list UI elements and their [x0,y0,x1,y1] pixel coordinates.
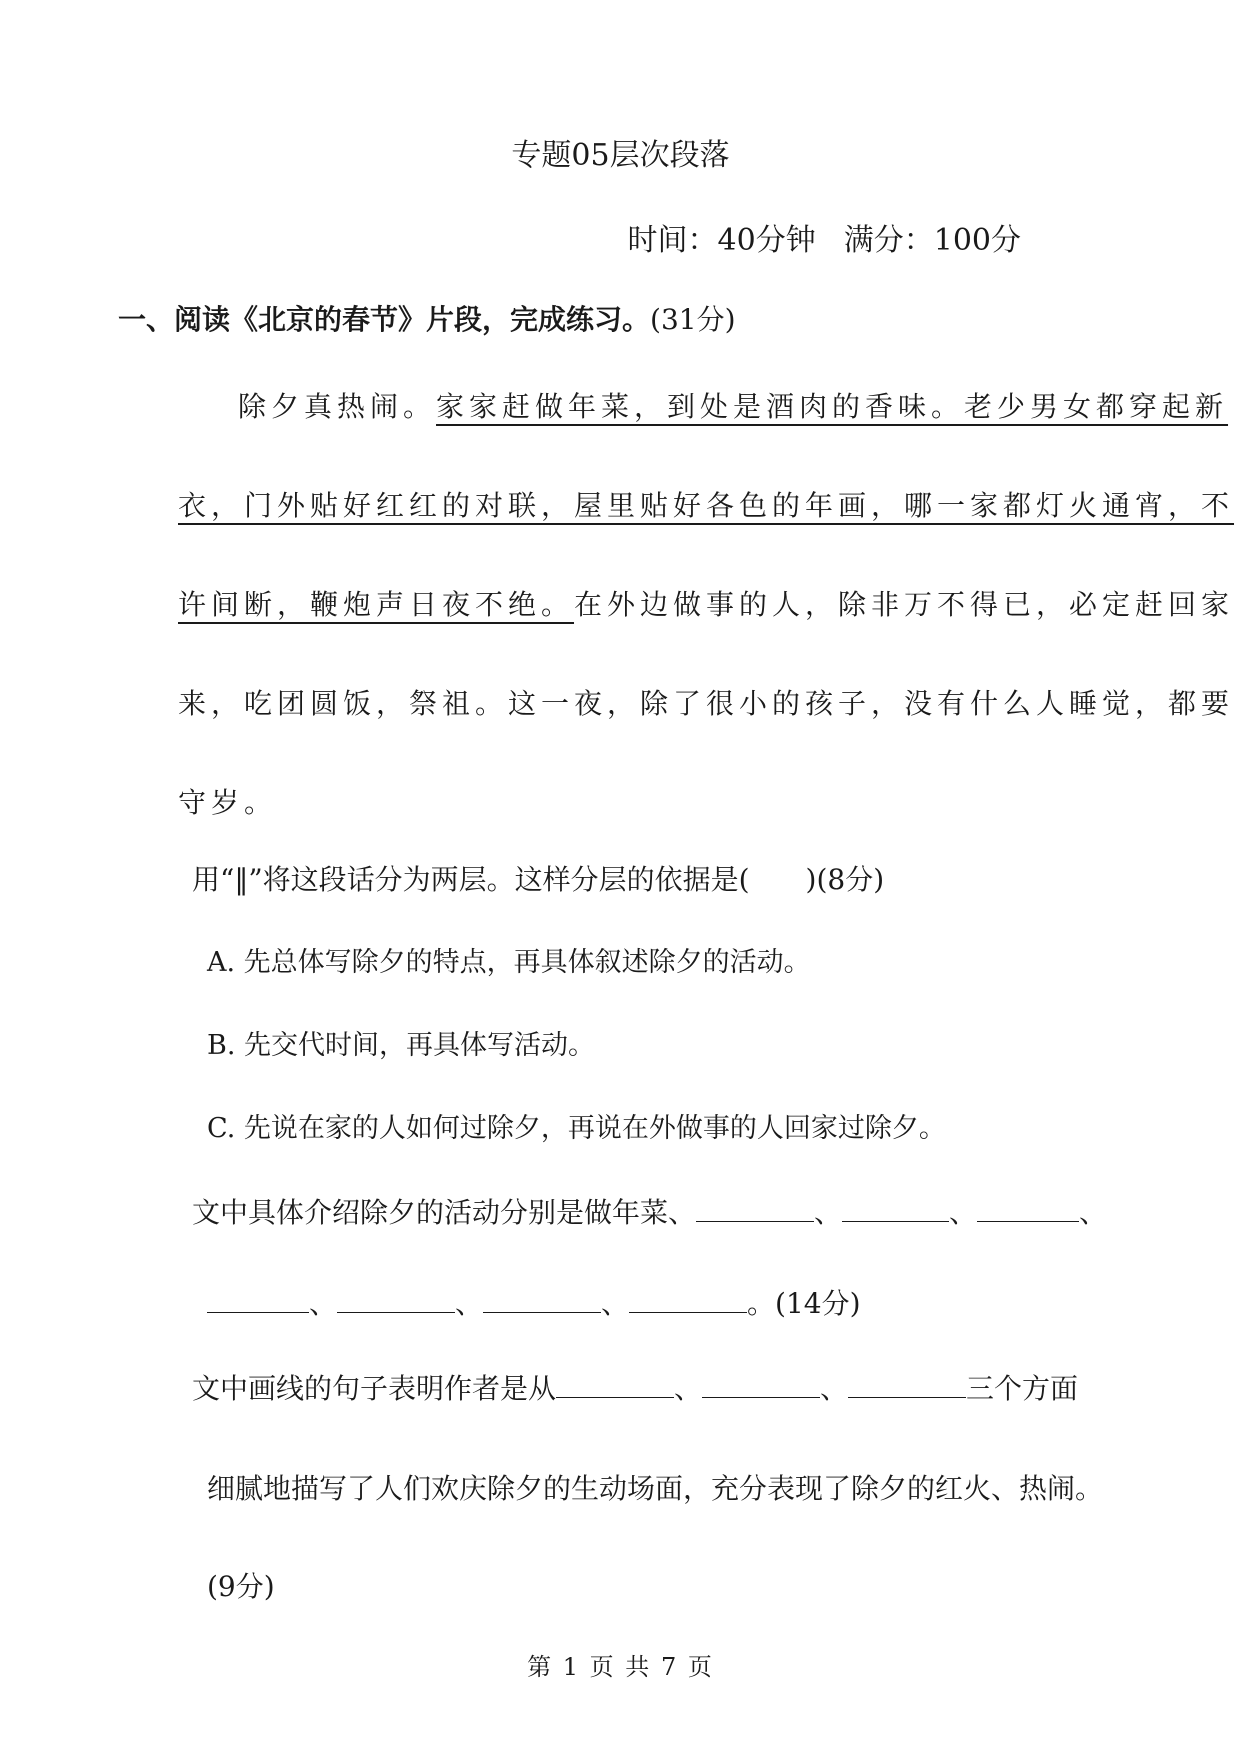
separator: 、 [820,1372,849,1405]
passage-text: 在外边做事的人，除非万不得已，必定赶回家 [574,588,1235,621]
option-c: C. 先说在家的人如何过除夕，再说在外做事的人回家过除夕。 [207,1113,946,1144]
separator: 、 [601,1287,630,1320]
underlined-sentence: 衣，门外贴好红红的对联，屋里贴好各色的年画，哪一家都灯火通宵，不 [178,489,1235,522]
exam-time: 时间：40分钟 [627,223,816,258]
answer-blank[interactable] [556,1373,674,1398]
separator: 、 [455,1287,484,1320]
question-3-suffix: 三个方面 [966,1372,1079,1405]
separator: 、 [309,1287,338,1320]
answer-blank[interactable] [848,1373,966,1398]
passage-line [178,682,1235,722]
answer-blank[interactable] [702,1373,820,1398]
exam-meta [628,215,1021,259]
question-2 [192,1191,1107,1231]
underlined-sentence: 许间断，鞭炮声日夜不绝。 [178,588,575,621]
answer-blank[interactable] [337,1288,455,1313]
section-score: (31分) [650,303,736,336]
option-a: A. 先总体写除夕的特点，再具体叙述除夕的活动。 [207,947,811,978]
separator: 、 [814,1196,843,1229]
passage-text: 守岁。 [178,786,278,819]
option-b: B. 先交代时间，再具体写活动。 [207,1030,596,1061]
answer-blank[interactable] [629,1288,747,1313]
page-title: 专题05层次段落 [511,138,730,173]
section-heading-text: 一、阅读《北京的春节》片段，完成练习。 [118,303,651,336]
passage-line [178,583,1235,623]
separator: 、 [949,1196,978,1229]
answer-blank[interactable] [483,1288,601,1313]
separator: 、 [674,1372,703,1405]
question-2-text: 文中具体介绍除夕的活动分别是做年菜、 [192,1196,697,1229]
answer-blank[interactable] [207,1288,309,1313]
underlined-sentence: 家家赶做年菜，到处是酒肉的香味。老少男女都穿起新 [436,390,1229,423]
question-3-score: (9分) [207,1570,275,1603]
passage-line [178,484,1235,524]
question-3-text: 文中画线的句子表明作者是从 [192,1372,557,1405]
question-3 [192,1367,1078,1407]
question-1: 用“‖”将这段话分为两层。这样分层的依据是( )(8分) [192,863,885,896]
passage-line [178,781,1114,821]
question-2-continued [207,1282,861,1322]
section-heading [118,298,736,338]
passage-line [238,385,1229,425]
passage-text: 来，吃团圆饭，祭祖。这一夜，除了很小的孩子，没有什么人睡觉，都要 [178,687,1235,720]
page-footer: 第 1 页 共 7 页 [527,1653,714,1681]
answer-blank[interactable] [842,1197,949,1222]
separator: 、 [1079,1196,1108,1229]
passage-text: 除夕真热闹。 [238,390,437,423]
exam-full-score: 满分：100分 [843,223,1021,258]
question-3-continued: 细腻地描写了人们欢庆除夕的生动场面，充分表现了除夕的红火、热闹。 [207,1472,1104,1505]
answer-blank[interactable] [977,1197,1079,1222]
question-2-score: 。(14分) [747,1287,861,1320]
answer-blank[interactable] [696,1197,814,1222]
